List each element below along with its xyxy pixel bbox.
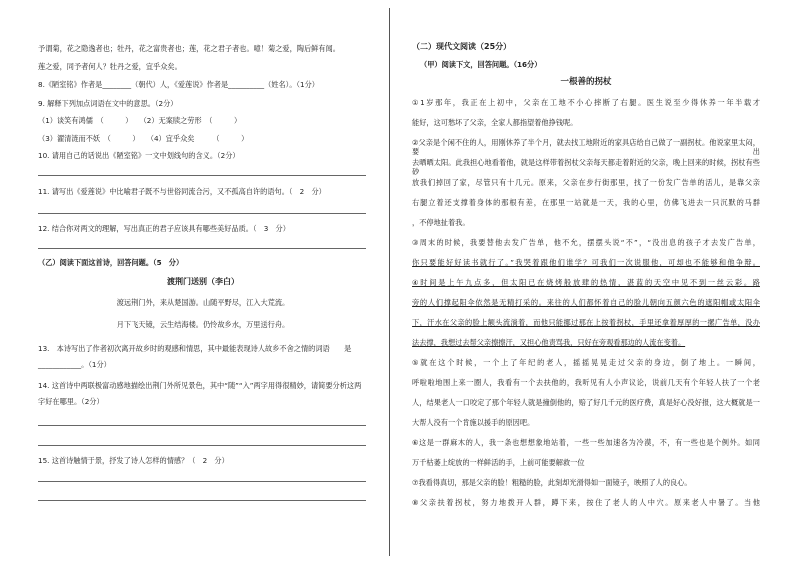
column-divider xyxy=(389,8,390,556)
question-14-cont: 字好在哪里。（2分） xyxy=(38,397,104,406)
passage-line: 右腿立着还支撑着身体的那根有差，在那里一站就是一天，我的心里，仿佛飞进去一只沉默的马群 xyxy=(412,198,760,207)
answer-line xyxy=(38,445,366,446)
question-15: 15. 这首诗触情于景，抒发了诗人怎样的情感？（ 2 分） xyxy=(38,456,229,465)
answer-line xyxy=(38,175,366,176)
question-10: 10. 请用自己的话说出《陋室铭》一文中划线句的含义。（2分） xyxy=(38,151,240,160)
poem-title: 渡荆门送别（李白） xyxy=(167,277,239,286)
text-line: 莲之爱，同予者何人？牡丹之爱，宜乎众矣。 xyxy=(38,62,182,71)
answer-line xyxy=(38,500,366,501)
answer-line xyxy=(38,248,366,249)
passage-line: 万千枯萎上绽放的一样鲜活的手，上前可能要解救一位 xyxy=(412,458,585,467)
question-13: 13. 本诗写出了作者初次离开故乡时的观感和情思，其中最能表现诗人故乡不舍之情的词语 是 xyxy=(38,344,352,353)
answer-line xyxy=(38,425,366,426)
text-line: 予谓菊，花之隐逸者也；牡丹，花之富贵者也；莲，花之君子者也。噫！菊之爱，陶后鲜有闻。 xyxy=(38,44,340,53)
passage-line: 呼啦啦地围上来一圈人，我看有一个去扶他的，我听见有人小声议论，说前几天有个年轻人扶了一个老 xyxy=(412,378,760,387)
passage-line: ⑤就在这个时候，一个上了年纪的老人，摇摇晃晃走过父亲的身边，倒了地上。一瞬间， xyxy=(412,358,760,367)
question-12: 12. 结合你对两文的理解，写出真正的君子应该具有哪些美好品质。（ 3 分） xyxy=(38,224,290,233)
passage-line: ，不停地扯着我。 xyxy=(412,218,470,227)
passage-line: ⑥这是一群麻木的人，我一条也想想象地站着，一些一些加速各为冷漠，不，有一些也是个例外。如同 xyxy=(412,438,760,447)
passage-title: 一根善的拐杖 xyxy=(560,77,612,87)
section-heading: （二）现代文阅读（25分） xyxy=(412,42,512,51)
passage-line: 法去撑，我想过去帮父亲擦擦汗，又担心他责骂我，只好在旁观看那边的人流在变着。 xyxy=(412,338,686,347)
passage-line: 放我们掉回了家，尽管只有十几元。原来，父亲在步行街那里，找了一份发广告单的活儿，是靠父亲 xyxy=(412,178,760,187)
poem-line-1: 渡远荆门外，来从楚国游。山随平野尽，江入大荒流。 xyxy=(116,298,290,307)
passage-line: 能好，这可愁坏了父亲，全家人都指望着他挣钱呢。 xyxy=(412,118,578,127)
question-11: 11. 请写出《爱莲说》中比喻君子既不与世俗同流合污，又不孤高自许的语句。（ 2 分） xyxy=(38,187,326,196)
passage-line: 大帮人没有一个肯施以援手的原因吧。 xyxy=(412,418,535,427)
answer-line xyxy=(38,481,366,482)
question-14: 14. 这首诗中两联极富动感地描绘出荆门外所见景色，其中“随”“入”两字用得很精妙，请简要分析这两 xyxy=(38,381,362,390)
passage-line: 去晒晒太阳。此我担心地看着他，就是这样带着拐杖父亲每天都走着附近的父亲，晚上回来的时候，拐杖有些砂 xyxy=(412,158,760,176)
question-9: 9. 解释下列加点词语在文中的意思。（2分） xyxy=(38,99,178,108)
answer-line xyxy=(38,213,366,214)
question-13-blank: ____________。（1分） xyxy=(38,360,111,369)
subsection-heading: （甲）阅读下文，回答问题。（16分） xyxy=(420,60,542,69)
passage-line: 人，结果老人一口咬定了那个年轻人就是撞倒他的，赔了好几千元的医疗费，真是好心没好报，这大概就是一 xyxy=(412,398,760,407)
passage-line: 旁的人们撑起阳伞依然是无精打采的。来往的人们都怀着自己的脸儿朝向五颜六色的遮阳帽或太阳伞 xyxy=(412,298,760,307)
passage-line: ⑦我看得真切，那是父亲的脸！粗糙的脸，此刻却光滑得如一面镜子，映照了人的良心。 xyxy=(412,478,692,487)
passage-line: ⑧父亲扶着拐杖，努力地拨开人群，蹲下来，按住了老人的人中穴。原来老人中暑了。当他 xyxy=(412,498,760,507)
right-column xyxy=(412,0,760,561)
poem-line-2: 月下飞天镜，云生结海楼。仍怜故乡水，万里送行舟。 xyxy=(116,320,290,329)
question-9-items-a: （1）谈笑有鸿儒 （ ） （2）无案牍之劳形 （ ） xyxy=(38,116,242,125)
passage-line: 下，汗水在父亲的脸上额头流淌着，而他只能挪过那在上按着拐杖，手里还拿着厚厚的一摞广告单，没办 xyxy=(412,318,760,327)
left-column xyxy=(38,0,368,561)
passage-line: ③周末的时候，我要替他去发广告单，他不允，摆摆头说“不”，“没出息的孩子才去发广告单， xyxy=(412,238,760,247)
passage-line: 你只要能好好读书就行了。”我哭着跟他们谁学？可我们一次说服他，可却也不能够和他争辩。 xyxy=(412,258,760,267)
section-yi-heading: （乙）阅读下面这首诗，回答问题。（5 分） xyxy=(38,258,184,267)
passage-line: ④时间是上午九点多，但太阳已在烧烤般放肆的热情，湛蓝的天空中见不到一丝云彩。路 xyxy=(412,278,760,287)
question-8: 8.《陋室铭》作者是________（朝代）人，《爱莲说》作者是__________（姓名）。（1分） xyxy=(38,80,319,89)
passage-line: ①1岁那年，我正在上初中，父亲在工地不小心摔断了右腿。医生说至少得休养一年半载才 xyxy=(412,98,760,107)
question-9-items-b: （3）濯清涟而不妖 （ ） （4）宜乎众矣 （ ） xyxy=(38,134,249,143)
passage-line: ②父亲是个闲不住的人，用刚休养了半个月，就去找工地附近的家具店给自己做了一副拐杖。他说家里太闷，要出 xyxy=(412,138,760,156)
